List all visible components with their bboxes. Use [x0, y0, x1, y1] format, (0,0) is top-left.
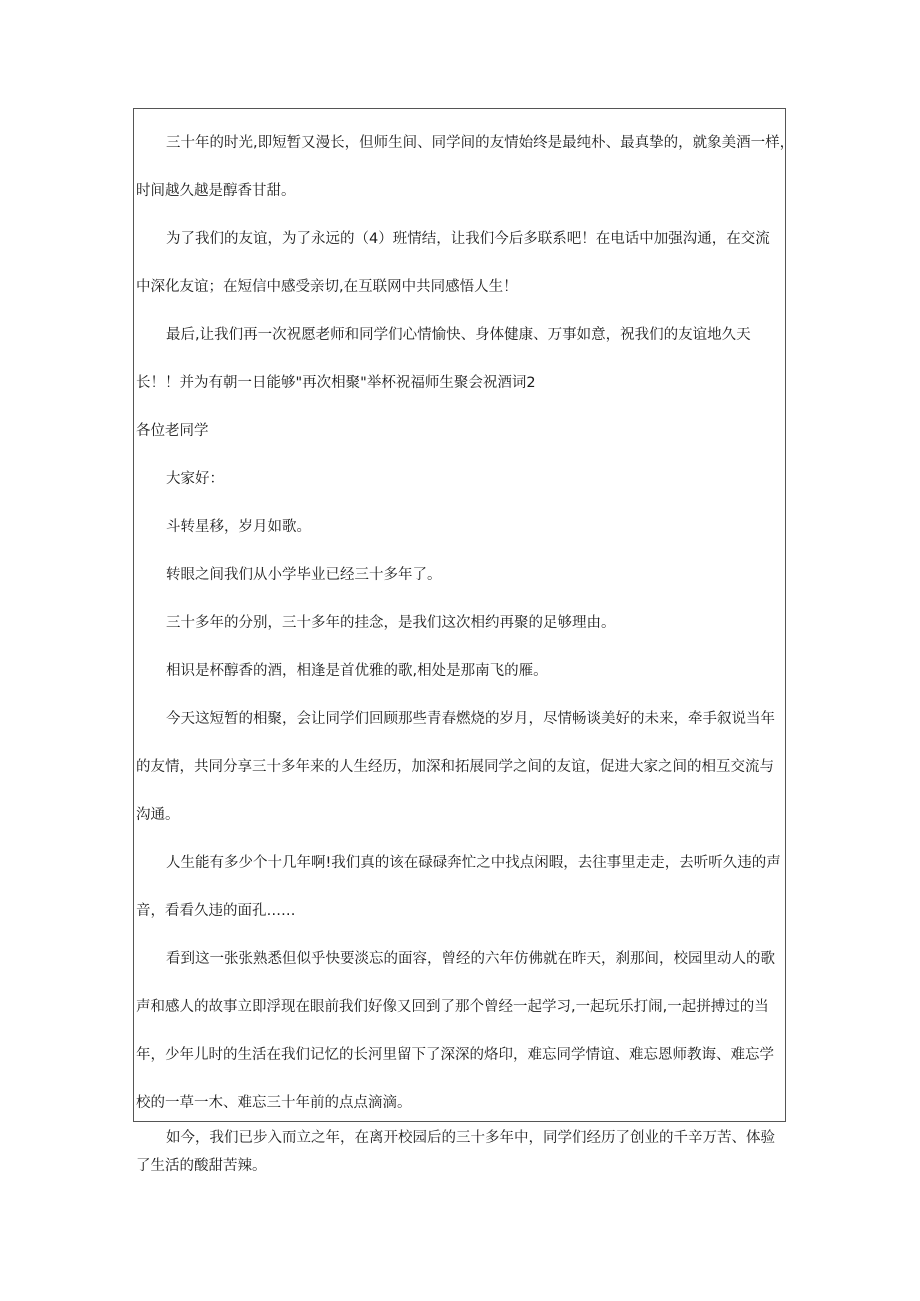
framed-body-text	[136, 119, 795, 1127]
text-line: 了生活的酸甜苦辣。	[136, 1158, 267, 1174]
text-line: 今天这短暂的相聚，会让同学们回顾那些青春燃烧的岁月，尽情畅谈美好的未来，牵手叙说当年	[166, 711, 775, 727]
text-line: 大家好：	[166, 471, 224, 487]
text-line: 人生能有多少个十几年啊!我们真的该在碌碌奔忙之中找点闲暇，去往事里走走，去听听久违的声	[166, 855, 781, 871]
text-line: 三十多年的分别，三十多年的挂念，是我们这次相约再聚的足够理由。	[166, 615, 616, 631]
text-line: 音，看看久违的面孔……	[136, 903, 296, 919]
text-line: 看到这一张张熟悉但似乎快要淡忘的面容，曾经的六年仿佛就在昨天，刹那间，校园里动人的歌	[166, 951, 775, 967]
text-line: 声和感人的故事立即浮现在眼前我们好像又回到了那个曾经一起学习,一起玩乐打闹,一起拼搏过的当	[136, 999, 769, 1015]
text-line: 相识是杯醇香的酒，相逢是首优雅的歌,相处是那南飞的雁。	[166, 663, 548, 679]
text-line: 如今，我们已步入而立之年，在离开校园后的三十多年中，同学们经历了创业的千辛万苦、体验	[166, 1130, 775, 1146]
text-line: 年，少年儿时的生活在我们记忆的长河里留下了深深的烙印，难忘同学情谊、难忘恩师教诲、难忘学	[136, 1047, 774, 1063]
text-line: 最后,让我们再一次祝愿老师和同学们心情愉快、身体健康、万事如意，祝我们的友谊地久天	[166, 327, 751, 343]
body-text-below-frame	[136, 1124, 784, 1180]
text-line: 长！！并为有朝一日能够"再次相聚"举杯祝福师生聚会祝酒词2	[136, 375, 536, 391]
text-line: 校的一草一木、难忘三十年前的点点滴滴。	[136, 1095, 412, 1111]
text-line: 的友情，共同分享三十多年来的人生经历，加深和拓展同学之间的友谊，促进大家之间的相互交流与	[136, 759, 774, 775]
text-line: 各位老同学	[136, 423, 209, 439]
text-line: 时间越久越是醇香甘甜。	[136, 183, 296, 199]
text-line: 三十年的时光,即短暂又漫长，但师生间、同学间的友情始终是最纯朴、最真挚的，就象美酒一样，	[166, 135, 795, 151]
text-line: 为了我们的友谊，为了永远的（4）班情结，让我们今后多联系吧！在电话中加强沟通，在交流	[166, 231, 770, 247]
text-line: 中深化友谊；在短信中感受亲切,在互联网中共同感悟人生！	[136, 279, 518, 295]
text-line: 斗转星移，岁月如歌。	[166, 519, 311, 535]
text-line: 转眼之间我们从小学毕业已经三十多年了。	[166, 567, 442, 583]
text-line: 沟通。	[136, 807, 180, 823]
